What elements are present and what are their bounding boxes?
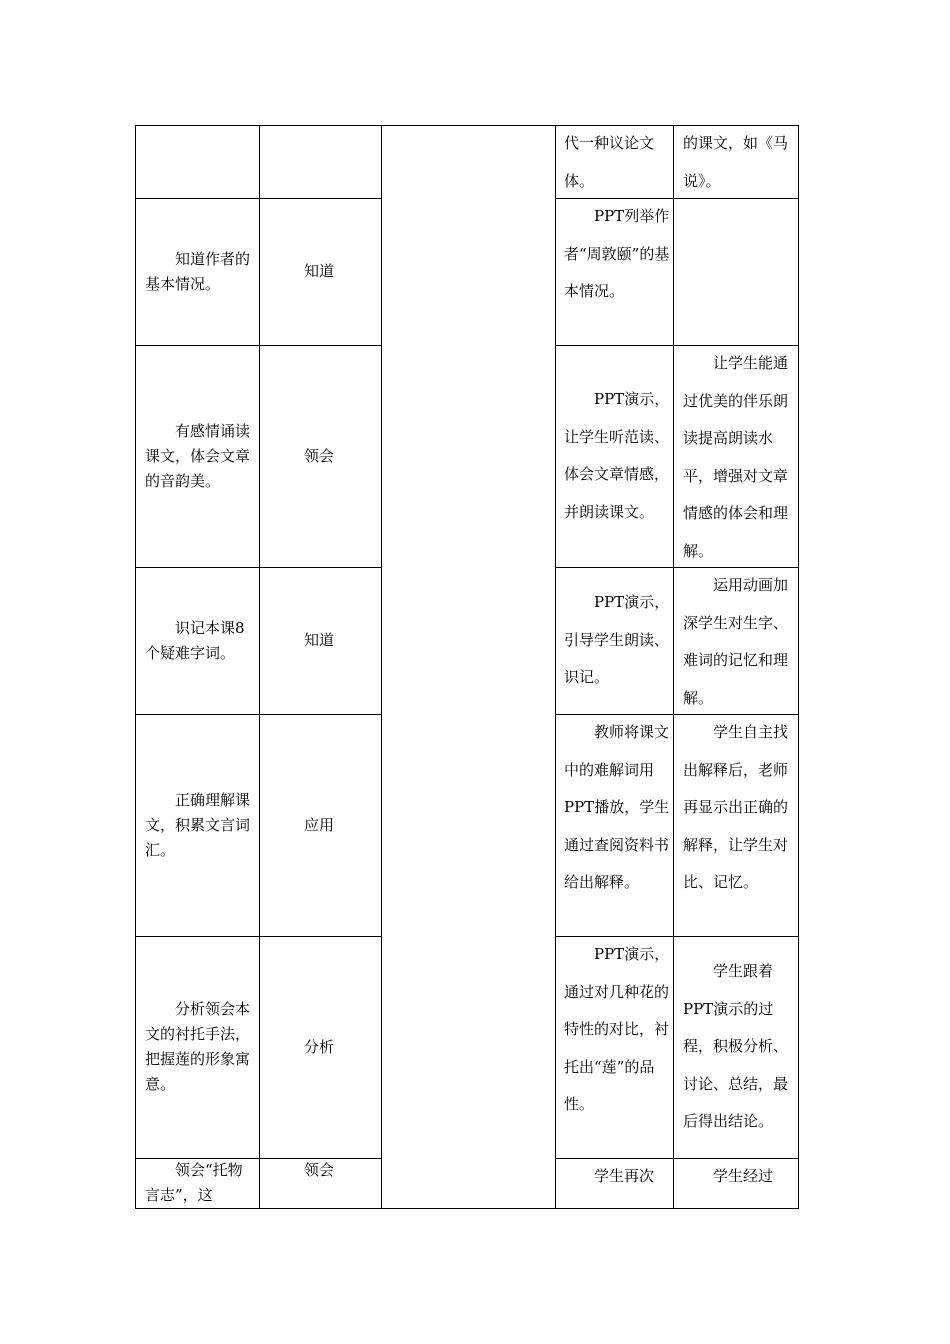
level-text: 领会 xyxy=(303,446,334,465)
objective-cell xyxy=(145,714,253,936)
intent-text: 运用动画加深学生对生字、难词的记忆和理解。 xyxy=(683,576,789,707)
intent-text: 学生自主找出解释后，老师再显示出正确的解释，让学生对比、记忆。 xyxy=(683,723,789,891)
intent-text: 学生经过 xyxy=(713,1167,774,1185)
intent-cell xyxy=(683,1158,793,1210)
method-cell xyxy=(564,198,670,345)
objective-cell xyxy=(145,345,253,567)
method-text: 教师将课文中的难解词用PPT播放，学生通过查阅资料书给出解释。 xyxy=(564,723,670,891)
method-text: 学生再次 xyxy=(594,1167,655,1185)
lesson-plan-table xyxy=(135,125,799,1209)
objective-cell xyxy=(145,198,253,345)
level-text: 应用 xyxy=(303,815,334,834)
objective-cell xyxy=(145,1158,253,1210)
level-cell xyxy=(260,1158,378,1210)
level-cell xyxy=(260,345,378,567)
method-text: 代一种议论文体。 xyxy=(564,134,655,190)
method-cell xyxy=(564,567,670,714)
method-cell xyxy=(564,1158,670,1210)
method-text: PPT演示，通过对几种花的特性的对比，衬托出“莲”的品性。 xyxy=(564,945,670,1113)
objective-text: 知道作者的基本情况。 xyxy=(145,249,251,293)
objective-text: 正确理解课文，积累文言词汇。 xyxy=(145,790,251,859)
objective-cell xyxy=(145,936,253,1158)
intent-cell xyxy=(683,714,793,936)
level-cell xyxy=(260,198,378,345)
method-text: PPT演示，让学生听范读、体会文章情感，并朗读课文。 xyxy=(564,390,670,521)
column-divider xyxy=(673,126,674,1208)
objective-text: 识记本课8个疑难字词。 xyxy=(145,618,245,662)
level-text: 知道 xyxy=(303,262,334,280)
intent-text: 的课文，如《马说》。 xyxy=(683,134,789,190)
intent-text: 学生跟着PPT演示的过程，积极分析、讨论、总结，最后得出结论。 xyxy=(683,962,789,1131)
method-text: PPT演示，引导学生朗读、识记。 xyxy=(564,593,670,687)
method-cell xyxy=(564,936,670,1158)
intent-cell xyxy=(683,936,793,1158)
method-cell xyxy=(564,714,670,936)
level-cell xyxy=(260,567,378,714)
intent-text: 让学生能通过优美的伴乐朗读提高朗读水平，增强对文章情感的体会和理解。 xyxy=(683,354,789,560)
objective-text: 分析领会本文的衬托手法，把握莲的形象寓意。 xyxy=(145,1000,251,1093)
level-text: 领会 xyxy=(303,1161,334,1179)
column-divider xyxy=(555,126,556,1208)
intent-cell xyxy=(683,345,793,567)
level-text: 知道 xyxy=(303,631,334,649)
objective-text: 领会“托物言志”，这 xyxy=(145,1161,243,1204)
level-text: 分析 xyxy=(303,1037,334,1056)
method-text: PPT列举作者“周敦颐”的基本情况。 xyxy=(564,207,670,300)
column-divider xyxy=(381,126,382,1208)
intent-cell xyxy=(683,567,793,714)
objective-cell xyxy=(145,567,253,714)
objective-text: 有感情诵读课文，体会文章的音韵美。 xyxy=(145,421,251,490)
method-cell xyxy=(564,345,670,567)
level-cell xyxy=(260,714,378,936)
level-cell xyxy=(260,936,378,1158)
intent-cell xyxy=(683,125,793,198)
method-cell xyxy=(564,125,670,198)
